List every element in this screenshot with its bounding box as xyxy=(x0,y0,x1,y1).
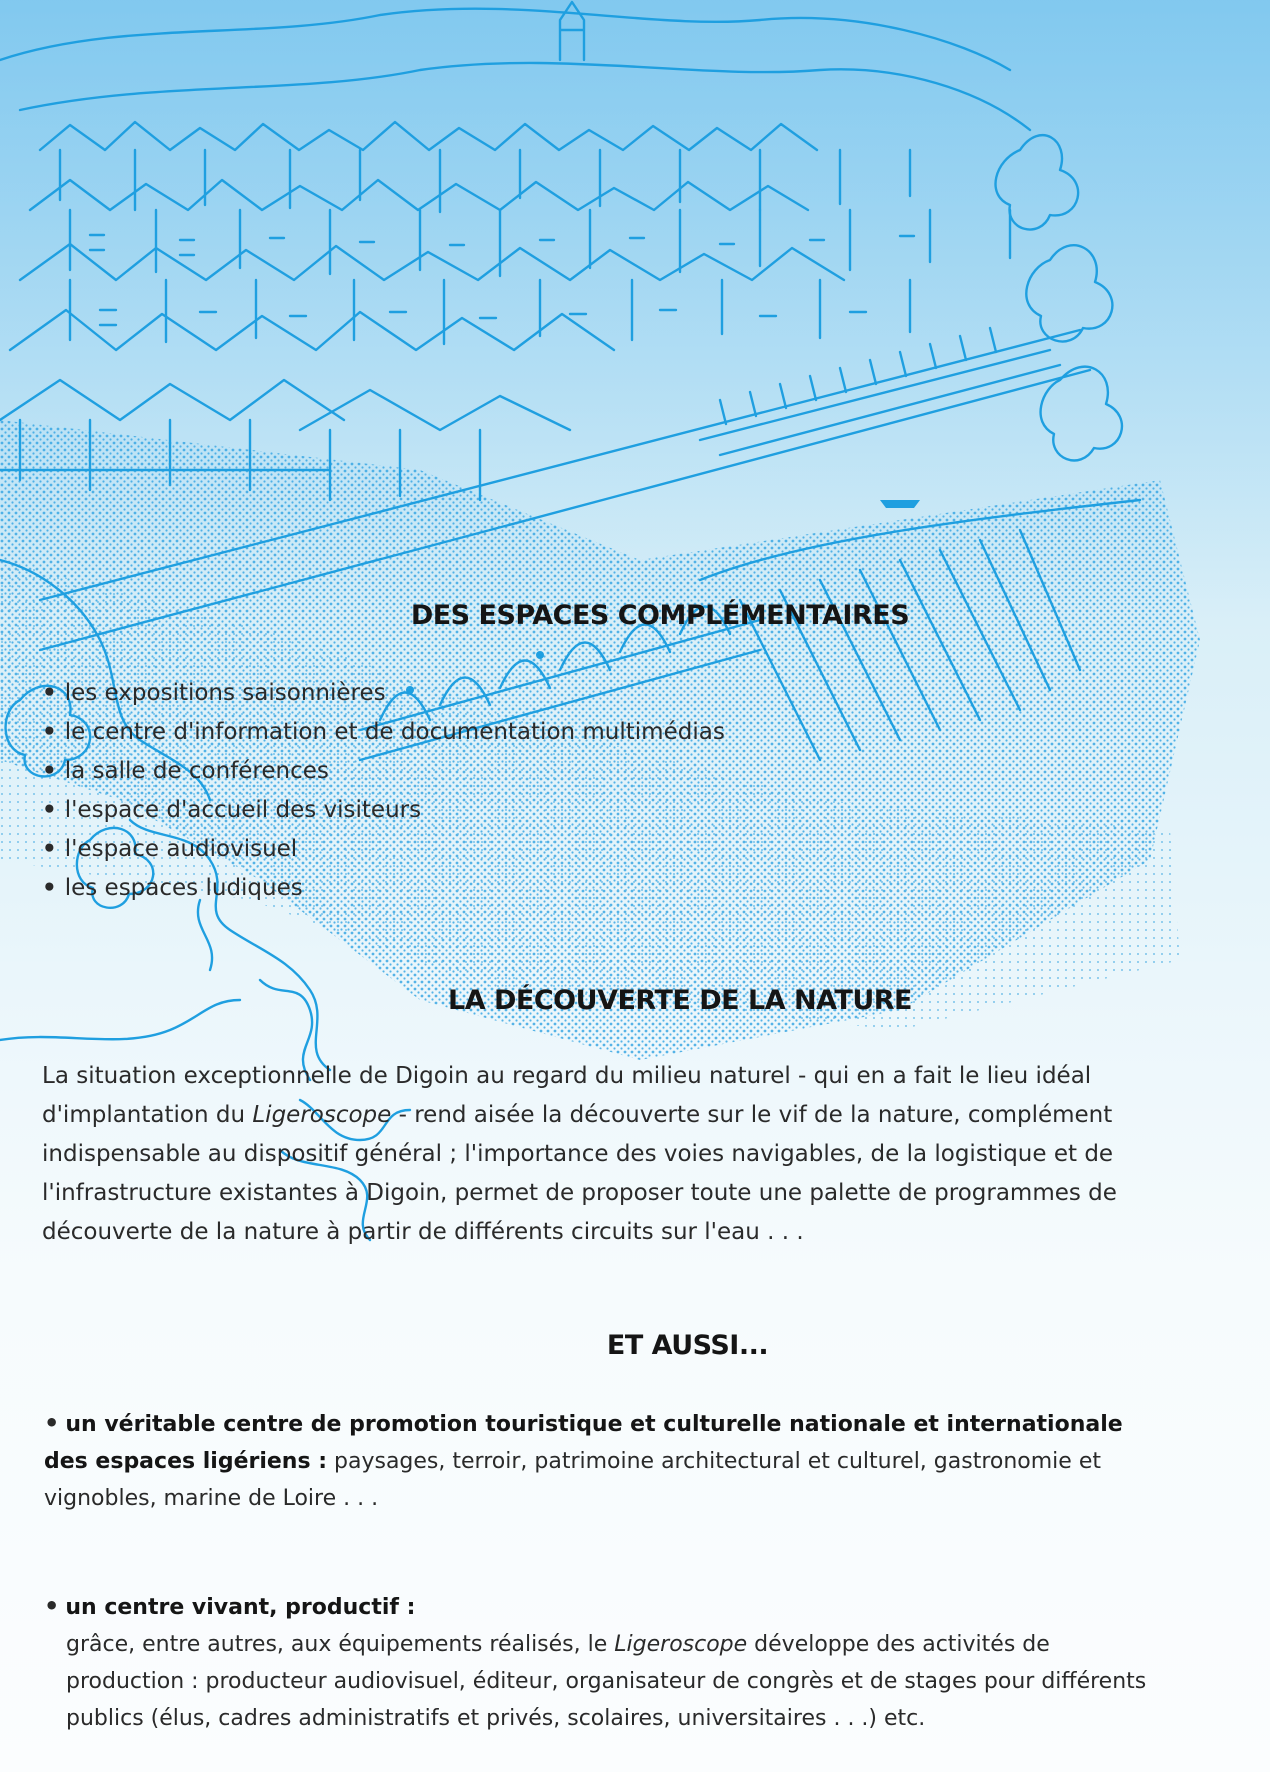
also-item-text: paysages, terroir, patrimoine architectural et culturel, gastronomie et vignobles, marine de Loire . . . xyxy=(44,1449,1101,1511)
list-item: • le centre d'information et de documentation multimédias xyxy=(42,713,725,752)
list-item: • l'espace d'accueil des visiteurs xyxy=(42,791,725,830)
bullet-icon: • xyxy=(44,1409,60,1437)
also-item-living-centre xyxy=(44,1588,1164,1737)
nature-text-part-a: La situation exceptionnelle de Digoin au regard du milieu naturel - qui en a fait le lieu idéal d'implantation du xyxy=(42,1063,1092,1128)
also-item-bold-lead: un véritable centre de promotion touristique et culturelle nationale et internationale des espaces ligériens : xyxy=(44,1412,1123,1474)
also-item-text-part-b: développe des activités de production : producteur audiovisuel, éditeur, organisateur de congrès et de stages pour différents publics (élus, cadres administratifs et privés, scolaires, universitaires . . .) etc. xyxy=(66,1632,1147,1731)
bullet-icon: • xyxy=(44,1592,60,1620)
ligeroscope-name: Ligeroscope xyxy=(614,1632,748,1657)
complementary-spaces-list xyxy=(42,674,725,908)
also-item-bold-lead: un centre vivant, productif : xyxy=(65,1595,416,1620)
section-title-also: ET AUSSI... xyxy=(606,1330,769,1361)
list-item: • les expositions saisonnières xyxy=(42,674,725,713)
ligeroscope-name: Ligeroscope xyxy=(252,1102,392,1128)
nature-paragraph xyxy=(42,1057,1147,1252)
list-item: • les espaces ludiques xyxy=(42,869,725,908)
list-item: • l'espace audiovisuel xyxy=(42,830,725,869)
nature-text-part-b: - rend aisée la découverte sur le vif de la nature, complément indispensable au dispositif général ; l'importance des voies navigables, de la logistique et de l'infrastructure existantes à Digoin, permet de proposer toute une palette de programmes de découverte de la nature à partir de différents circuits sur l'eau . . . xyxy=(42,1102,1117,1245)
section-title-complementary-spaces: DES ESPACES COMPLÉMENTAIRES xyxy=(410,600,910,631)
also-item-promotion-centre xyxy=(44,1405,1164,1517)
section-title-nature-discovery: LA DÉCOUVERTE DE LA NATURE xyxy=(448,985,912,1016)
also-item-text-part-a: grâce, entre autres, aux équipements réalisés, le xyxy=(66,1632,615,1657)
list-item: • la salle de conférences xyxy=(42,752,725,791)
also-item-body xyxy=(44,1626,1164,1737)
